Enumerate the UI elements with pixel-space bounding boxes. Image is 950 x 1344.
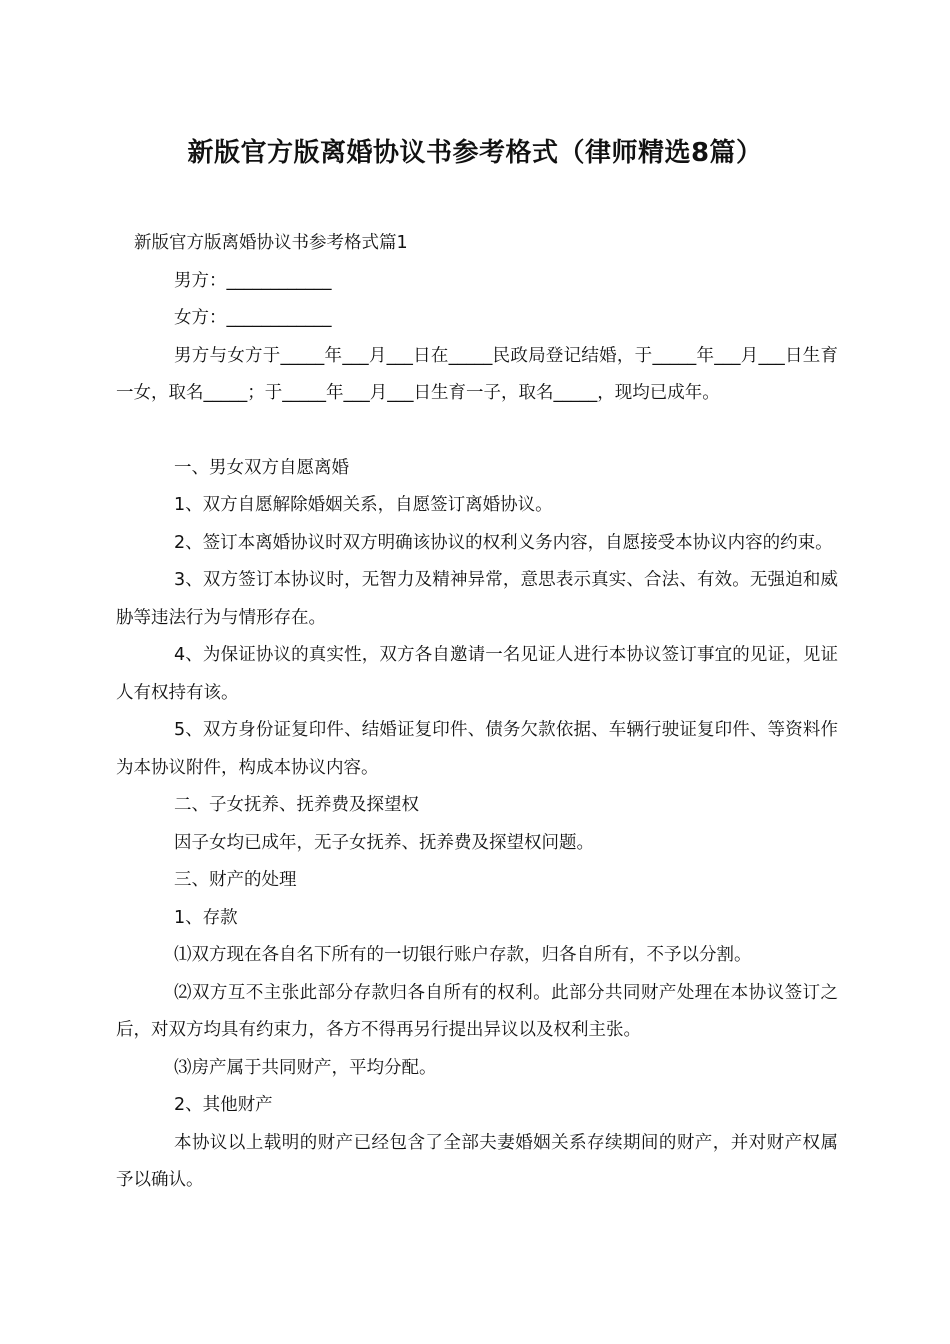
male-party-line: 男方：____________ [174, 270, 332, 291]
clause-1-1: 1、双方自愿解除婚姻关系，自愿签订离婚协议。 [174, 495, 553, 515]
section-heading: 新版官方版离婚协议书参考格式篇1 [134, 233, 408, 253]
clause-heading-3: 三、财产的处理 [174, 870, 297, 890]
clause-2-text: 因子女均已成年，无子女抚养、抚养费及探望权问题。 [174, 832, 594, 853]
document-body [116, 225, 838, 1200]
clause-3-1-heading: 1、存款 [174, 907, 238, 928]
clause-1-4: 4、为保证协议的真实性，双方各自邀请一名见证人进行本协议签订事宜的见证，见证人有权持有该。 [116, 645, 838, 703]
clause-1-3: 3、双方签订本协议时，无智力及精神异常，意思表示真实、合法、有效。无强迫和威胁等违法行为与情形存在。 [116, 570, 838, 628]
female-party-line: 女方：____________ [174, 308, 332, 328]
clause-1-2: 2、签订本离婚协议时双方明确该协议的权利义务内容，自愿接受本协议内容的约束。 [174, 532, 833, 553]
document-title: 新版官方版离婚协议书参考格式（律师精选8篇） [187, 138, 763, 168]
marriage-info-paragraph: 男方与女方于_____年___月___日在_____民政局登记结婚，于_____年___月___日生育一女，取名_____；于_____年___月___日生育一子，取名_____，现均已成年。 [116, 345, 838, 403]
clause-3-2-heading: 2、其他财产 [174, 1095, 273, 1115]
clause-1-5: 5、双方身份证复印件、结婚证复印件、债务欠款依据、车辆行驶证复印件、等资料作为本协议附件，构成本协议内容。 [116, 720, 838, 778]
clause-heading-1: 一、男女双方自愿离婚 [174, 457, 349, 478]
clause-3-1-a: ⑴双方现在各自名下所有的一切银行账户存款，归各自所有，不予以分割。 [174, 945, 752, 965]
clause-3-1-c: ⑶房产属于共同财产，平均分配。 [174, 1057, 437, 1078]
clause-3-1-b: ⑵双方互不主张此部分存款归各自所有的权利。此部分共同财产处理在本协议签订之后，对双方均具有约束力，各方不得再另行提出异议以及权利主张。 [116, 982, 838, 1040]
clause-3-2-text: 本协议以上载明的财产已经包含了全部夫妻婚姻关系存续期间的财产，并对财产权属予以确认。 [116, 1132, 838, 1190]
clause-heading-2: 二、子女抚养、抚养费及探望权 [174, 795, 419, 815]
